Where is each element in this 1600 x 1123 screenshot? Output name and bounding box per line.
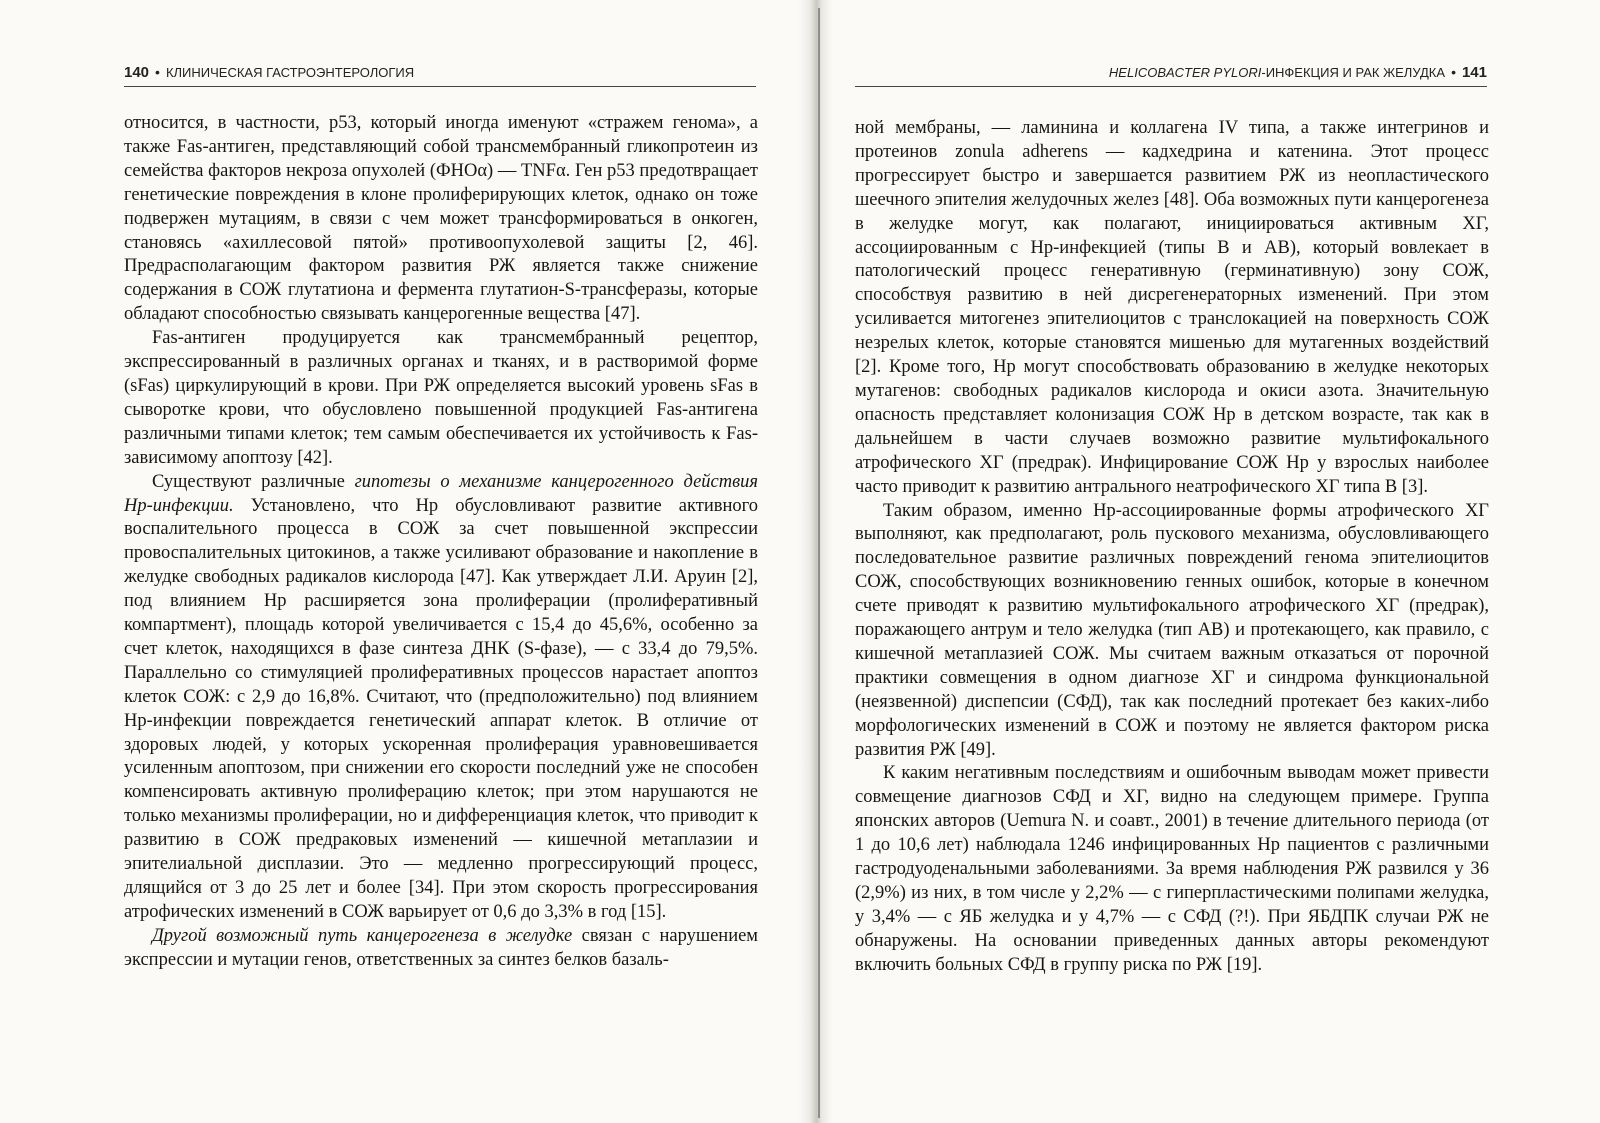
left-paragraph-2: Fas-антиген продуцируется как трансмембранный рецептор, экспрессированный в различных органах и тканях, и в растворимой форме (sFas) циркулирующий в крови. При РЖ определяется высокий уровень sFas в сыворотке крови, что обусловлено повышенной продукцией Fas-антигена различными типами клеток; тем самым обеспечивается их устойчивость к Fas-зависимому апоптозу [42]. [124,328,758,468]
left-paragraph-3-start: Существуют различные [152,471,355,492]
right-page-header [1109,64,1487,81]
gutter-fold-line [818,8,820,1118]
left-paragraph-3-italic: гипотезы о механизме канцерогенного действия Нр-инфекции. [124,471,758,516]
right-page-number: 141 [1461,64,1487,81]
book-gutter [798,0,832,1123]
header-bullet: • [155,64,160,80]
right-page [812,0,1600,1123]
left-paragraph-3-rest: Установлено, что Нр обусловливают развитие активного воспалительного процесса в СОЖ за счет повышенной экспрессии провоспалительных цитокинов, а также усиливают образование и накопление в желудке свободных радикалов кислорода [47]. Как утверждает Л.И. Аруин [2], под влиянием Нр расширяется зона пролиферации (пролиферативный компартмент), площадь которой увеличивается с 15,4 до 45,6%, особенно за счет клеток, находящихся в фазе синтеза ДНК (S-фазе), — с 33,4 до 79,5%. Параллельно со стимуляцией пролиферативных процессов нарастает апоптоз клеток СОЖ: с 2,9 до 16,8%. Считают, что (предположительно) под влиянием Нр-инфекции повреждается генетический аппарат клеток. В отличие от здоровых людей, у которых ускоренная пролиферация уравновешивается усиленным апоптозом, при снижении его скорости последний уже не способен компенсировать активную пролиферацию клеток; при этом нарушаются не только механизмы пролиферации, но и дифференциация клеток, что приводит к развитию в СОЖ предраковых изменений — кишечной метаплазии и эпителиальной дисплазии. Это — медленно прогрессирующий процесс, длящийся от 3 до 25 лет и более [34]. При этом скорость прогрессирования атрофических изменений в СОЖ варьирует от 0,6 до 3,3% в год [15]. [124,495,758,922]
left-paragraph-3 [124,471,758,925]
right-paragraph-3: К каким негативным последствиям и ошибочным выводам может привести совмещение диагнозов СФД и ХГ, видно на следующем примере. Группа японских авторов (Uemura N. и соавт., 2001) в течение длительного периода (от 1 до 10,6 лет) наблюдала 1246 инфицированных Нр пациентов с различными гастродуоденальными заболеваниями. За время наблюдения РЖ развился у 36 (2,9%) из них, в том числе у 2,2% — с гиперпластическими полипами желудка, у 3,4% — с ЯБ желудка и у 4,7% — с СФД (?!). При ЯБДПК случаи РЖ не обнаружены. На основании приведенных данных авторы рекомендуют включить больных СФД в группу риска по РЖ [19]. [855,763,1489,975]
right-paragraph-2: Таким образом, именно Нр-ассоциированные формы атрофического ХГ выполняют, как предполагают, роль пускового механизма, обусловливающего последовательное развитие различных повреждений генома эпителиоцитов СОЖ, способствующих возникновению генных ошибок, которые в конечном счете приводят к развитию мультифокального атрофического ХГ (предрак), поражающего антрум и тело желудка (тип АВ) и протекающего, как правило, с кишечной метаплазией СОЖ. Мы считаем важным отказаться от порочной практики совмещения в одном диагнозе ХГ и синдрома функциональной (неязвенной) диспепсии (СФД), так как последний протекает без каких-либо морфологических изменений в СОЖ и поэтому не является фактором риска развития РЖ [49]. [855,500,1489,760]
right-running-head-italic: HELICOBACTER PYLORI [1108,65,1262,80]
right-running-head: -ИНФЕКЦИЯ И РАК ЖЕЛУДКА [1261,65,1446,80]
left-page-body [124,112,758,973]
left-paragraph-4-italic: Другой возможный путь канцерогенеза в желудке [152,925,573,946]
left-page-number: 140 [124,64,150,81]
right-paragraph-1: ной мембраны, — ламинина и коллагена IV типа, а также интегринов и протеинов zonula adherens — кадхедрина и катенина. Этот процесс прогрессирует быстро и завершается развитием РЖ из неопластического шеечного эпителия желудочных желез [48]. Оба возможных пути канцерогенеза в желудке могут, как полагают, инициироваться активным ХГ, ассоциированным с Нр-инфекцией (типы В и АВ), который вовлекает в патологический процесс генеративную (герминативную) зону СОЖ, способствуя развитию в ней дисрегенераторных изменений. При этом усиливается митогенез эпителиоцитов с транслокацией на поверхность СОЖ незрелых клеток, которые становятся мишенью для мутагенных воздействий [2]. Кроме того, Нр могут способствовать образованию в желудке некоторых мутагенов: свободных радикалов кислорода и окиси азота. Значительную опасность представляет колонизация СОЖ Нр в детском возрасте, так как в дальнейшем в части случаев возможно развитие мультифокального атрофического ХГ (предрак). Инфицирование СОЖ Нр у взрослых наиболее часто приводит к развитию антрального неатрофического ХГ типа В [3]. [855,118,1489,497]
left-page-header [124,64,414,81]
header-bullet: • [1451,64,1456,80]
left-paragraph-4-rest: связан с нарушением экспрессии и мутации генов, ответственных за синтез белков базаль- [124,925,759,970]
right-page-body [855,117,1489,978]
right-header-rule [855,86,1487,87]
left-paragraph-1: относится, в частности, p53, который иногда именуют «стражем генома», а также Fas-антиген, представляющий собой трансмембранный гликопротеин из семейства факторов некроза опухолей (ФНОα) — TNFα. Ген p53 предотвращает генетические повреждения в клоне пролиферирующих клеток, однако он тоже подвержен мутациям, в связи с чем может трансформироваться в онкоген, становясь «ахиллесовой пятой» противоопухолевой защиты [2, 46]. Предрасполагающим фактором развития РЖ является также снижение содержания в СОЖ глутатиона и фермента глутатион-S-трансферазы, которые обладают способностью связывать канцерогенные вещества [47]. [124,113,758,325]
left-running-head: КЛИНИЧЕСКАЯ ГАСТРОЭНТЕРОЛОГИЯ [165,65,415,80]
left-paragraph-4 [124,925,758,973]
left-header-rule [124,86,756,87]
